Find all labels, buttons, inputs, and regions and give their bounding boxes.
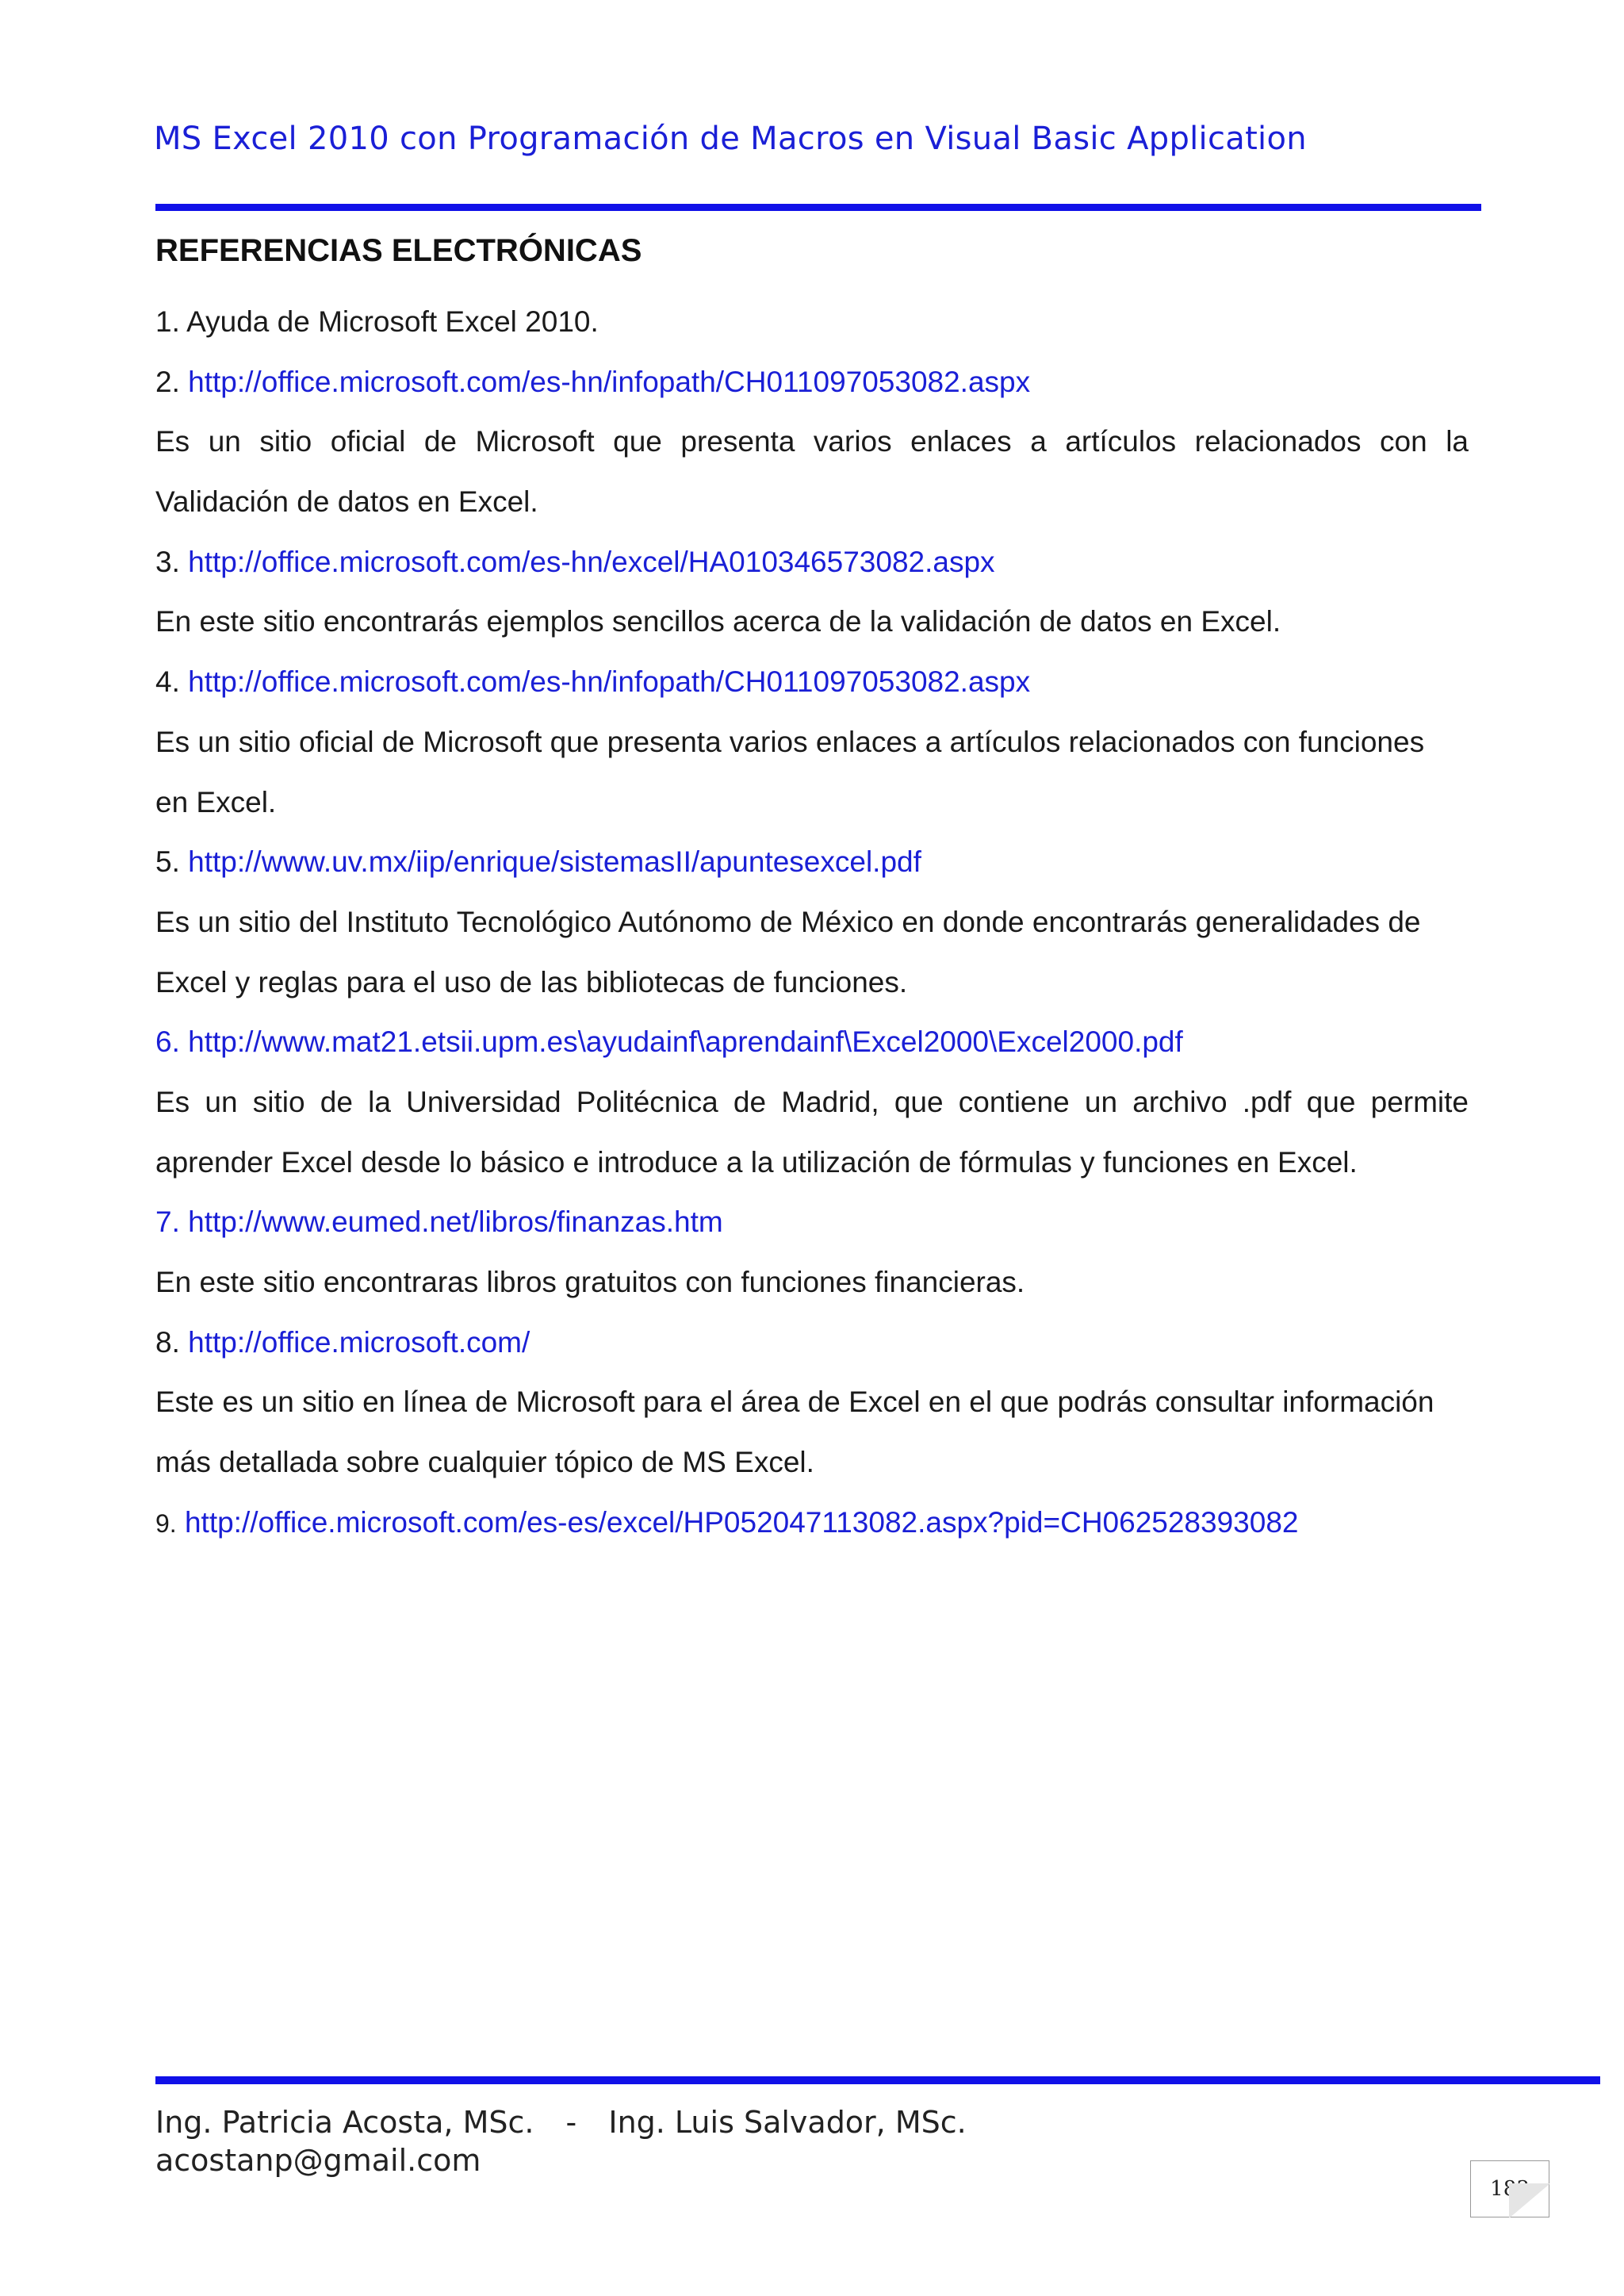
reference-text: Ayuda de Microsoft Excel 2010. [186, 305, 599, 338]
reference-description: Excel y reglas para el uso de las bibliotecas de funciones. [155, 965, 908, 999]
reference-link[interactable]: http://office.microsoft.com/es-hn/infopath/CH011097053082.aspx [188, 665, 1031, 699]
reference-link[interactable]: http://office.microsoft.com/es-hn/infopath/CH011097053082.aspx [188, 365, 1031, 398]
reference-description: Es un sitio oficial de Microsoft que presenta varios enlaces a artículos relacionados con funciones [155, 725, 1425, 758]
header-title: MS Excel 2010 con Programación de Macros en Visual Basic Application [154, 121, 1307, 157]
reference-description: Este es un sitio en línea de Microsoft para el área de Excel en el que podrás consultar información [155, 1386, 1434, 1419]
header-rule [155, 204, 1481, 211]
reference-link[interactable]: http://office.microsoft.com/es-hn/excel/HA010346573082.aspx [188, 545, 995, 578]
reference-item-2 [155, 352, 1469, 412]
footer-author-1: Ing. Patricia Acosta, MSc. [155, 2105, 534, 2140]
reference-item-3 [155, 532, 1469, 592]
reference-item-1 [155, 292, 1469, 352]
footer-rule [155, 2076, 1600, 2084]
reference-number: 8. [155, 1325, 180, 1359]
reference-link[interactable]: http://office.microsoft.com/ [188, 1325, 530, 1359]
reference-number: 5. [155, 845, 180, 879]
reference-number: 6. [155, 1025, 180, 1059]
reference-item-9 [155, 1493, 1469, 1553]
reference-description: Validación de datos en Excel. [155, 485, 538, 519]
references-list [155, 292, 1469, 1552]
footer-author-2: Ing. Luis Salvador, MSc. [608, 2105, 967, 2140]
reference-item-5 [155, 832, 1469, 892]
footer-authors [155, 2103, 967, 2141]
footer-email[interactable]: acostanp@gmail.com [155, 2143, 481, 2178]
reference-description: en Excel. [155, 785, 277, 818]
page-curl-icon [1509, 2183, 1550, 2218]
reference-description: más detallada sobre cualquier tópico de MS Excel. [155, 1446, 814, 1479]
footer [155, 2103, 967, 2179]
reference-link[interactable]: http://www.eumed.net/libros/finanzas.htm [188, 1205, 723, 1239]
page-number: 183 [1490, 2177, 1530, 2201]
reference-description: En este sitio encontraras libros gratuitos con funciones financieras. [155, 1266, 1025, 1298]
section-heading: REFERENCIAS ELECTRÓNICAS [155, 233, 642, 268]
reference-item-6 [155, 1012, 1469, 1072]
reference-link[interactable]: http://www.mat21.etsii.upm.es\ayudainf\aprendainf\Excel2000\Excel2000.pdf [188, 1025, 1183, 1059]
reference-number: 3. [155, 545, 180, 578]
reference-description: Es un sitio de la Universidad Politécnica de Madrid, que contiene un archivo .pdf que permite [155, 1085, 1469, 1118]
reference-number: 1. [155, 305, 180, 338]
reference-number: 4. [155, 665, 180, 699]
footer-separator: - [565, 2105, 577, 2140]
reference-description: Es un sitio del Instituto Tecnológico Autónomo de México en donde encontrarás generalidades de [155, 905, 1421, 938]
reference-description: Es un sitio oficial de Microsoft que presenta varios enlaces a artículos relacionados con la [155, 425, 1469, 458]
reference-number: 7. [155, 1205, 180, 1239]
reference-number: 9. [155, 1508, 177, 1538]
reference-link[interactable]: http://www.uv.mx/iip/enrique/sistemasII/apuntesexcel.pdf [188, 845, 921, 879]
reference-item-4 [155, 652, 1469, 712]
reference-item-8 [155, 1313, 1469, 1373]
reference-item-7 [155, 1192, 1469, 1252]
reference-description: En este sitio encontrarás ejemplos sencillos acerca de la validación de datos en Excel. [155, 605, 1281, 638]
reference-description: aprender Excel desde lo básico e introduce a la utilización de fórmulas y funciones en Excel. [155, 1145, 1358, 1179]
reference-number: 2. [155, 365, 180, 398]
reference-link[interactable]: http://office.microsoft.com/es-es/excel/HP052047113082.aspx?pid=CH062528393082 [184, 1505, 1299, 1539]
page-number-box [1470, 2160, 1549, 2217]
